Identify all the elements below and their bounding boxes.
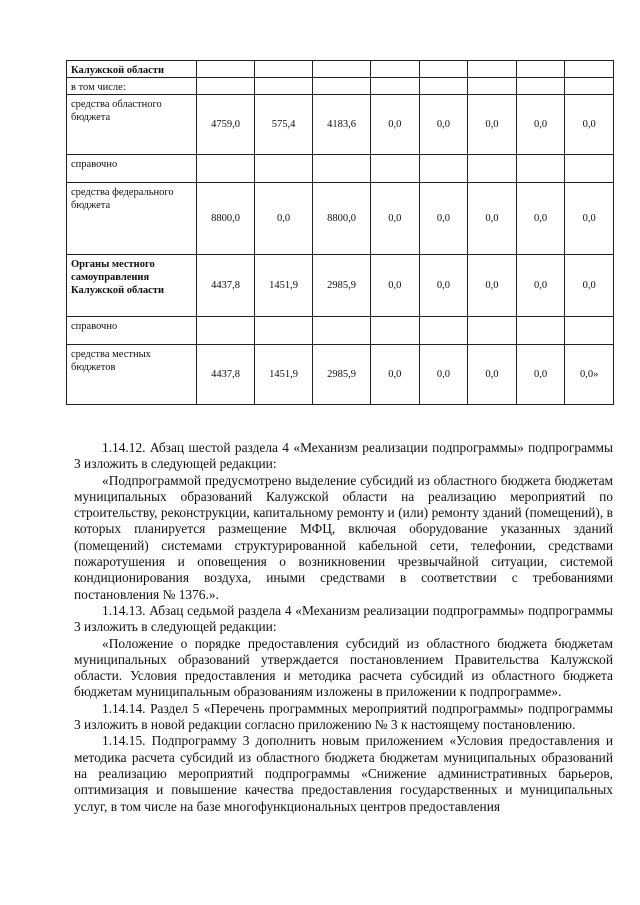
row-label: Калужской области: [67, 61, 197, 78]
table-cell: [565, 61, 614, 78]
table-cell: [371, 317, 420, 345]
table-cell: 0,0: [255, 183, 313, 255]
table-cell: [468, 78, 517, 95]
budget-table: [66, 60, 614, 405]
table-cell: [516, 78, 565, 95]
table-cell: 0,0: [565, 255, 614, 317]
table-row: [67, 78, 614, 95]
table-cell: 4183,6: [313, 95, 371, 155]
row-label: в том числе:: [67, 78, 197, 95]
table-cell: [419, 61, 468, 78]
table-cell: [419, 317, 468, 345]
table-cell: 4437,8: [197, 345, 255, 405]
table-cell: [516, 155, 565, 183]
table-cell: [419, 78, 468, 95]
table-cell: 4437,8: [197, 255, 255, 317]
row-label: Органы местного самоуправления Калужской области: [67, 255, 197, 317]
table-cell: 8800,0: [313, 183, 371, 255]
table-cell: 0,0: [419, 183, 468, 255]
table-row: [67, 61, 614, 78]
table-cell: [371, 61, 420, 78]
table-cell: 4759,0: [197, 95, 255, 155]
table-row: [67, 155, 614, 183]
table-cell: 0,0: [371, 345, 420, 405]
table-cell: [565, 78, 614, 95]
table-row: [67, 317, 614, 345]
paragraph: 1.14.14. Раздел 5 «Перечень программных мероприятий подпрограммы» подпрограммы 3 изложить в новой редакции согласно приложению № 3 к настоящему постановлению.: [74, 700, 613, 733]
table-cell: [419, 155, 468, 183]
table-cell: [313, 155, 371, 183]
table-cell: 0,0: [419, 255, 468, 317]
table-cell: 0,0: [371, 183, 420, 255]
table-cell: 0,0: [371, 95, 420, 155]
table-cell: [313, 317, 371, 345]
table-cell: [197, 317, 255, 345]
row-label: справочно: [67, 155, 197, 183]
table-cell: 2985,9: [313, 255, 371, 317]
table-cell: [565, 317, 614, 345]
table-row: [67, 95, 614, 155]
table-cell: 2985,9: [313, 345, 371, 405]
table-cell: [313, 78, 371, 95]
table-cell: 0,0: [468, 183, 517, 255]
table-cell: [516, 61, 565, 78]
table-cell: [255, 61, 313, 78]
table-cell: 0,0: [565, 183, 614, 255]
table-cell: [197, 155, 255, 183]
table-cell: [468, 61, 517, 78]
table-cell: 0,0: [468, 255, 517, 317]
table-cell: [516, 317, 565, 345]
document-body: [74, 440, 613, 815]
table-cell: [255, 317, 313, 345]
table-cell: 575,4: [255, 95, 313, 155]
row-label: средства федерального бюджета: [67, 183, 197, 255]
table-cell: [197, 78, 255, 95]
table-cell: 0,0: [516, 255, 565, 317]
budget-table-body: [67, 61, 614, 405]
table-cell: [565, 155, 614, 183]
table-cell: 0,0: [516, 345, 565, 405]
table-cell: [371, 78, 420, 95]
table-cell: [468, 155, 517, 183]
table-cell: [255, 78, 313, 95]
row-label: средства местных бюджетов: [67, 345, 197, 405]
table-cell: 8800,0: [197, 183, 255, 255]
table-row: [67, 183, 614, 255]
table-cell: [468, 317, 517, 345]
row-label: справочно: [67, 317, 197, 345]
paragraph: 1.14.13. Абзац седьмой раздела 4 «Механизм реализации подпрограммы» подпрограммы 3 изложить в следующей редакции:: [74, 602, 613, 635]
paragraph: «Подпрограммой предусмотрено выделение субсидий из областного бюджета бюджетам муниципальных образований Калужской области на реализацию мероприятий по строительству, реконструкции, капитальному ремонту и (или) ремонту зданий (помещений), в которых планируется размещение МФЦ, включая оборудование указанных зданий (помещений) системами структурированной кабельной сети, телефонии, средствами пожаротушения и оповещения о возникновении чрезвычайной ситуации, системой кондиционирования воздуха, иными средствами в соответствии с требованиями постановления № 1376.».: [74, 472, 613, 602]
table-cell: [371, 155, 420, 183]
table-row: [67, 345, 614, 405]
table-cell: [255, 155, 313, 183]
table-cell: 0,0: [468, 95, 517, 155]
table-cell: 1451,9: [255, 255, 313, 317]
row-label: средства областного бюджета: [67, 95, 197, 155]
table-cell: 0,0: [371, 255, 420, 317]
table-cell: [313, 61, 371, 78]
paragraph: 1.14.15. Подпрограмму 3 дополнить новым приложением «Условия предоставления и методика расчета субсидий из областного бюджета бюджетам муниципальных образований на реализацию мероприятий подпрограммы «Снижение административных барьеров, оптимизация и повышение качества предоставления государственных и муниципальных услуг, в том числе на базе многофункциональных центров предоставления: [74, 733, 613, 814]
table-row: [67, 255, 614, 317]
paragraph: 1.14.12. Абзац шестой раздела 4 «Механизм реализации подпрограммы» подпрограммы 3 изложить в следующей редакции:: [74, 440, 613, 472]
table-cell: 0,0: [468, 345, 517, 405]
table-cell: [197, 61, 255, 78]
table-cell: 0,0: [419, 345, 468, 405]
table-cell: 0,0: [565, 95, 614, 155]
table-cell: 1451,9: [255, 345, 313, 405]
table-cell: 0,0»: [565, 345, 614, 405]
table-cell: 0,0: [516, 183, 565, 255]
table-cell: 0,0: [516, 95, 565, 155]
table-cell: 0,0: [419, 95, 468, 155]
paragraph: «Положение о порядке предоставления субсидий из областного бюджета бюджетам муниципальных образований утверждается постановлением Правительства Калужской области. Условия предоставления и методика расчета субсидий из областного бюджета бюджетам муниципальным образованиям изложены в приложении к подпрограмме».: [74, 635, 613, 700]
